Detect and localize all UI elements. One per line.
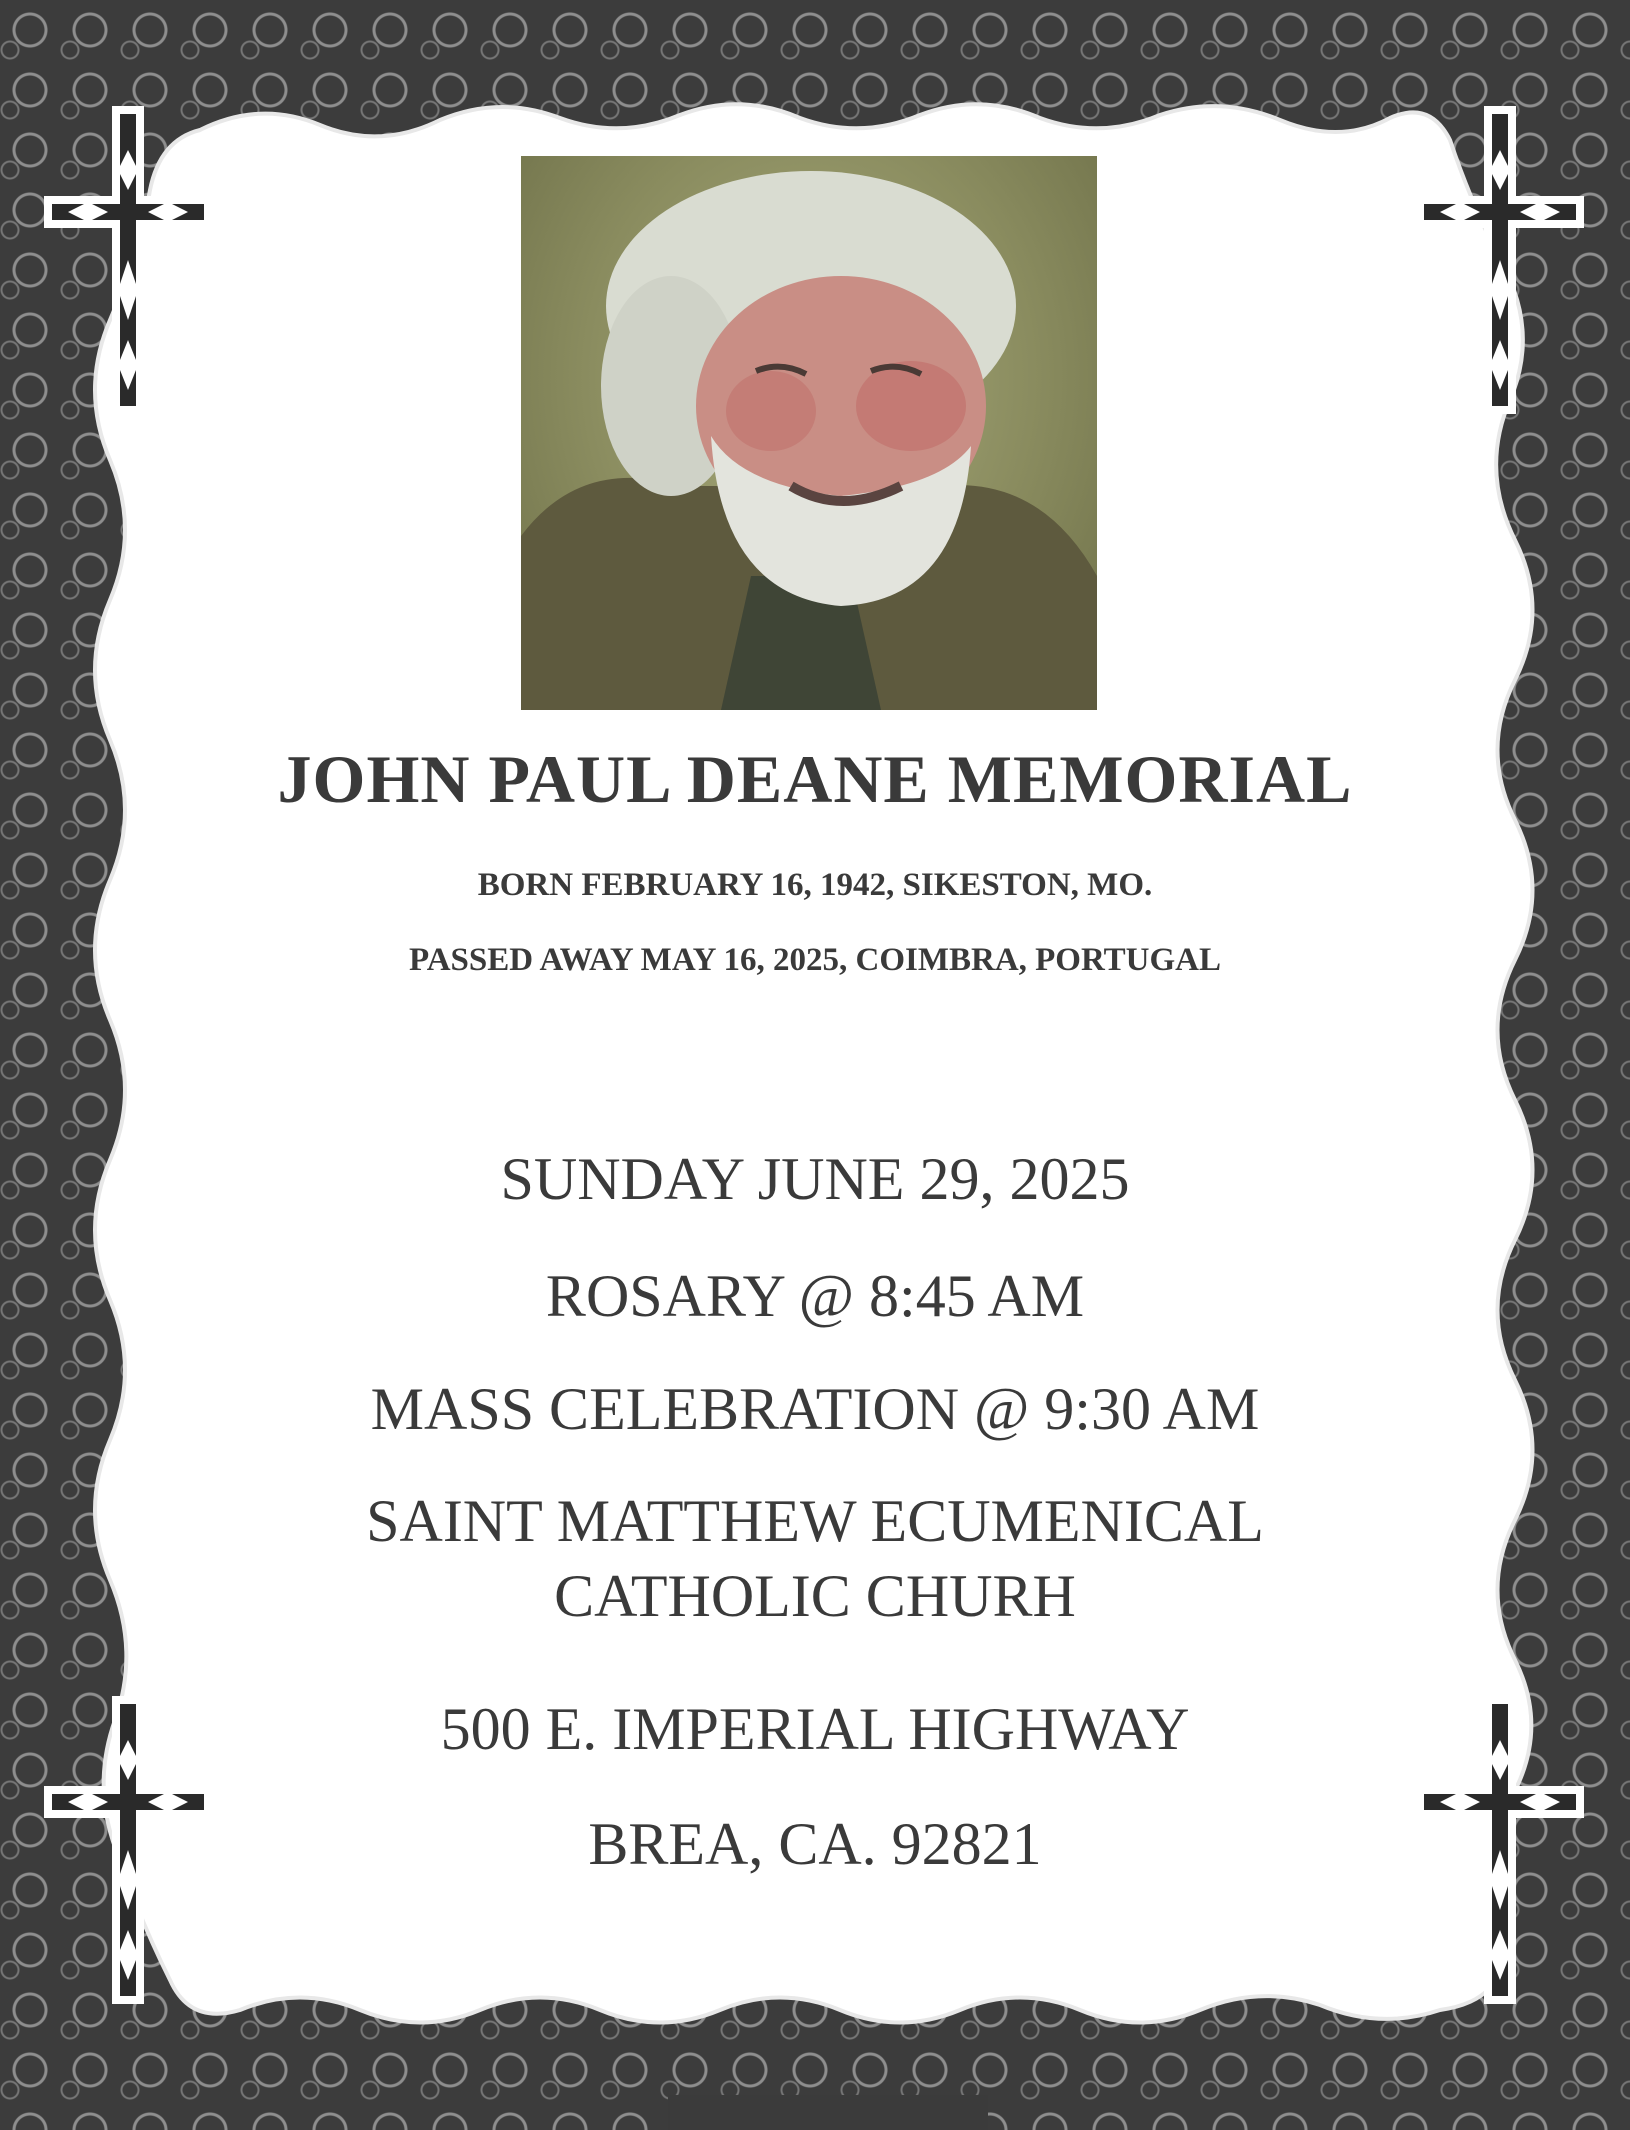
birth-info: BORN FEBRUARY 16, 1942, SIKESTON, MO. — [477, 867, 1153, 903]
church-name-line1: SAINT MATTHEW ECUMENICAL — [366, 1488, 1264, 1554]
portrait-photo — [521, 156, 1097, 710]
death-info: PASSED AWAY MAY 16, 2025, COIMBRA, PORTUGAL — [408, 942, 1221, 978]
memorial-title: JOHN PAUL DEANE MEMORIAL — [277, 741, 1353, 817]
address-line2: BREA, CA. 92821 — [588, 1811, 1042, 1877]
service-date: SUNDAY JUNE 29, 2025 — [500, 1146, 1130, 1212]
rosary-time: ROSARY @ 8:45 AM — [545, 1263, 1085, 1329]
mass-time: MASS CELEBRATION @ 9:30 AM — [370, 1376, 1260, 1442]
address-line1: 500 E. IMPERIAL HIGHWAY — [440, 1696, 1190, 1762]
cross-icon — [28, 90, 228, 430]
bottom-bar — [668, 2095, 988, 2130]
cross-icon — [1400, 90, 1600, 430]
church-name-line2: CATHOLIC CHURH — [554, 1563, 1076, 1629]
